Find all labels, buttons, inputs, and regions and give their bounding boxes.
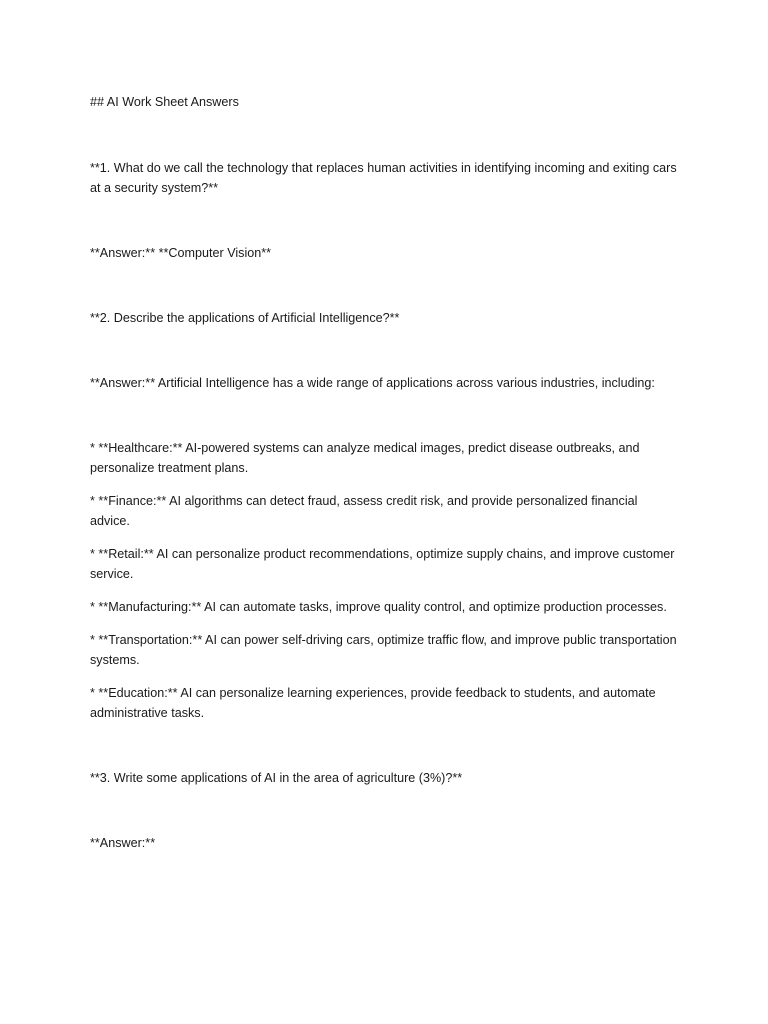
bullet-transportation: * **Transportation:** AI can power self-driving cars, optimize traffic flow, and improve public transportation systems.: [90, 633, 681, 667]
bullet-retail: * **Retail:** AI can personalize product recommendations, optimize supply chains, and improve customer service.: [90, 547, 679, 581]
answer-3: **Answer:**: [90, 836, 156, 850]
document-body: [90, 92, 680, 898]
question-1: **1. What do we call the technology that replaces human activities in identifying incoming and exiting cars at a security system?**: [90, 161, 681, 195]
answer-2-intro: **Answer:** Artificial Intelligence has a wide range of applications across various industries, including:: [90, 376, 655, 390]
worksheet-heading: ## AI Work Sheet Answers: [90, 95, 239, 109]
bullet-education: * **Education:** AI can personalize learning experiences, provide feedback to students, and automate administrative tasks.: [90, 686, 660, 720]
bullet-finance: * **Finance:** AI algorithms can detect fraud, assess credit risk, and provide personalized financial advice.: [90, 494, 641, 528]
answer-1: **Answer:** **Computer Vision**: [90, 246, 272, 260]
question-2: **2. Describe the applications of Artificial Intelligence?**: [90, 311, 400, 325]
bullet-manufacturing: * **Manufacturing:** AI can automate tasks, improve quality control, and optimize production processes.: [90, 600, 667, 614]
bullet-healthcare: * **Healthcare:** AI-powered systems can analyze medical images, predict disease outbreaks, and personalize treatment plans.: [90, 441, 644, 475]
question-3: **3. Write some applications of AI in the area of agriculture (3%)?**: [90, 771, 463, 785]
